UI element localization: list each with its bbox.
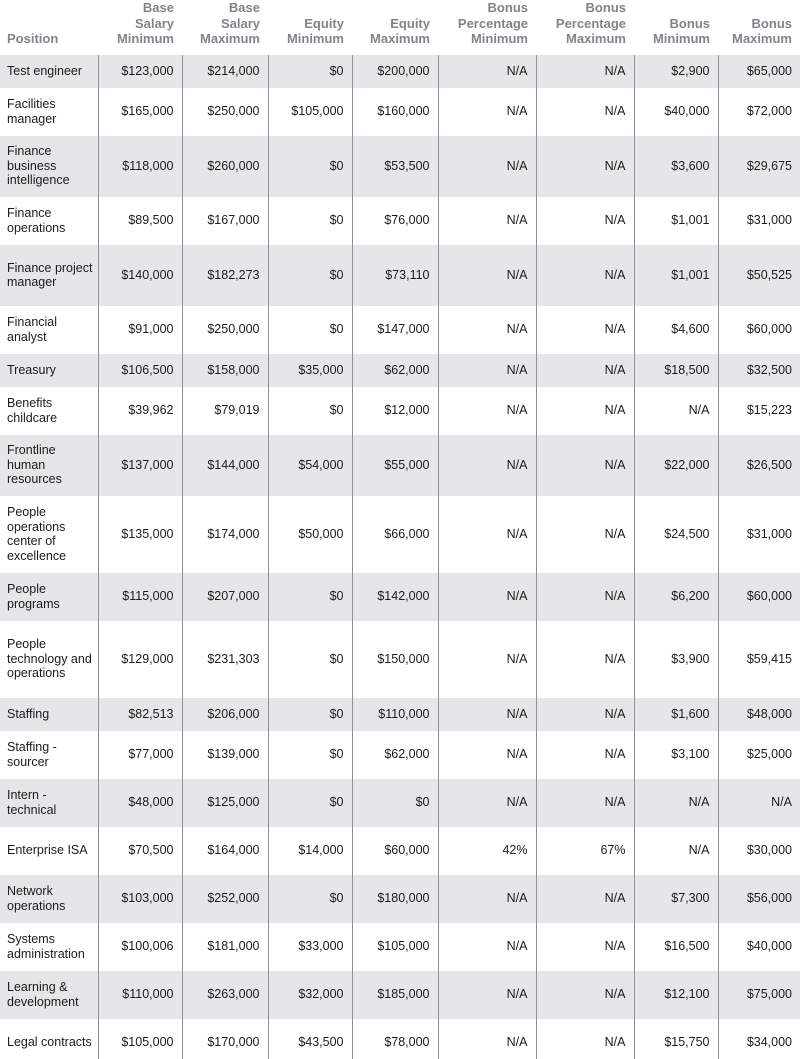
position-cell: Frontline human resources (0, 435, 98, 496)
bonus-maximum-cell: $25,000 (718, 731, 800, 779)
position-cell: Learning & development (0, 971, 98, 1019)
table-row (0, 779, 800, 827)
equity-maximum-cell: $62,000 (352, 354, 438, 387)
base-salary-maximum-cell: $125,000 (182, 779, 268, 827)
bonus-percentage-maximum-cell: N/A (536, 55, 634, 88)
bonus-minimum-cell: N/A (634, 827, 718, 875)
equity-maximum-cell: $62,000 (352, 731, 438, 779)
bonus-percentage-maximum-cell: N/A (536, 923, 634, 971)
equity-minimum-cell: $0 (268, 197, 352, 245)
bonus-maximum-cell: $26,500 (718, 435, 800, 496)
bonus-maximum-cell: $29,675 (718, 136, 800, 197)
table-row (0, 306, 800, 354)
position-cell: Treasury (0, 354, 98, 387)
equity-minimum-cell: $0 (268, 573, 352, 621)
bonus-maximum-cell: $65,000 (718, 55, 800, 88)
base-salary-maximum-cell: $206,000 (182, 698, 268, 731)
bonus-minimum-cell: $3,600 (634, 136, 718, 197)
bonus-minimum-cell: $4,600 (634, 306, 718, 354)
base-salary-minimum-cell: $140,000 (98, 245, 182, 306)
position-cell: Finance business intelligence (0, 136, 98, 197)
equity-maximum-cell: $142,000 (352, 573, 438, 621)
equity-minimum-cell: $54,000 (268, 435, 352, 496)
bonus-percentage-minimum-cell: N/A (438, 306, 536, 354)
table-row (0, 88, 800, 136)
base-salary-maximum-cell: $139,000 (182, 731, 268, 779)
bonus-percentage-maximum-cell: N/A (536, 779, 634, 827)
equity-maximum-cell: $73,110 (352, 245, 438, 306)
column-header-base-salary-minimum: Base Salary Minimum (98, 0, 182, 55)
table-row (0, 496, 800, 573)
position-cell: Network operations (0, 875, 98, 923)
column-header-position: Position (0, 0, 98, 55)
position-cell: Financial analyst (0, 306, 98, 354)
base-salary-minimum-cell: $137,000 (98, 435, 182, 496)
bonus-percentage-minimum-cell: N/A (438, 88, 536, 136)
position-cell: Benefits childcare (0, 387, 98, 435)
position-cell: Facilities manager (0, 88, 98, 136)
bonus-maximum-cell: $15,223 (718, 387, 800, 435)
bonus-percentage-maximum-cell: N/A (536, 387, 634, 435)
table-row (0, 875, 800, 923)
bonus-maximum-cell: $60,000 (718, 306, 800, 354)
base-salary-maximum-cell: $263,000 (182, 971, 268, 1019)
bonus-minimum-cell: $12,100 (634, 971, 718, 1019)
bonus-percentage-maximum-cell: N/A (536, 306, 634, 354)
equity-maximum-cell: $60,000 (352, 827, 438, 875)
bonus-maximum-cell: N/A (718, 779, 800, 827)
column-header-equity-maximum: Equity Maximum (352, 0, 438, 55)
equity-maximum-cell: $160,000 (352, 88, 438, 136)
equity-minimum-cell: $43,500 (268, 1019, 352, 1059)
base-salary-maximum-cell: $231,303 (182, 621, 268, 698)
table-row (0, 621, 800, 698)
table-row (0, 197, 800, 245)
equity-minimum-cell: $14,000 (268, 827, 352, 875)
equity-minimum-cell: $0 (268, 306, 352, 354)
base-salary-minimum-cell: $48,000 (98, 779, 182, 827)
base-salary-maximum-cell: $250,000 (182, 306, 268, 354)
bonus-percentage-minimum-cell: N/A (438, 387, 536, 435)
base-salary-maximum-cell: $79,019 (182, 387, 268, 435)
position-cell: People programs (0, 573, 98, 621)
bonus-percentage-maximum-cell: N/A (536, 621, 634, 698)
bonus-percentage-minimum-cell: N/A (438, 923, 536, 971)
base-salary-minimum-cell: $100,006 (98, 923, 182, 971)
bonus-maximum-cell: $50,525 (718, 245, 800, 306)
column-header-bonus-minimum: Bonus Minimum (634, 0, 718, 55)
base-salary-minimum-cell: $39,962 (98, 387, 182, 435)
base-salary-maximum-cell: $214,000 (182, 55, 268, 88)
bonus-maximum-cell: $48,000 (718, 698, 800, 731)
bonus-percentage-maximum-cell: N/A (536, 875, 634, 923)
base-salary-minimum-cell: $129,000 (98, 621, 182, 698)
bonus-percentage-maximum-cell: N/A (536, 88, 634, 136)
bonus-maximum-cell: $56,000 (718, 875, 800, 923)
table-row (0, 387, 800, 435)
table-row (0, 731, 800, 779)
base-salary-maximum-cell: $164,000 (182, 827, 268, 875)
base-salary-minimum-cell: $115,000 (98, 573, 182, 621)
column-header-equity-minimum: Equity Minimum (268, 0, 352, 55)
bonus-percentage-maximum-cell: N/A (536, 136, 634, 197)
base-salary-minimum-cell: $70,500 (98, 827, 182, 875)
equity-maximum-cell: $185,000 (352, 971, 438, 1019)
base-salary-maximum-cell: $182,273 (182, 245, 268, 306)
base-salary-minimum-cell: $89,500 (98, 197, 182, 245)
base-salary-maximum-cell: $250,000 (182, 88, 268, 136)
bonus-maximum-cell: $59,415 (718, 621, 800, 698)
equity-minimum-cell: $0 (268, 731, 352, 779)
position-cell: Enterprise ISA (0, 827, 98, 875)
bonus-percentage-maximum-cell: N/A (536, 971, 634, 1019)
bonus-minimum-cell: $40,000 (634, 88, 718, 136)
bonus-percentage-maximum-cell: N/A (536, 354, 634, 387)
equity-minimum-cell: $0 (268, 621, 352, 698)
bonus-percentage-maximum-cell: N/A (536, 435, 634, 496)
bonus-minimum-cell: $1,001 (634, 197, 718, 245)
bonus-percentage-minimum-cell: N/A (438, 55, 536, 88)
position-cell: Staffing - sourcer (0, 731, 98, 779)
base-salary-maximum-cell: $174,000 (182, 496, 268, 573)
table-row (0, 971, 800, 1019)
position-cell: Test engineer (0, 55, 98, 88)
equity-minimum-cell: $33,000 (268, 923, 352, 971)
base-salary-minimum-cell: $77,000 (98, 731, 182, 779)
base-salary-maximum-cell: $158,000 (182, 354, 268, 387)
bonus-percentage-minimum-cell: N/A (438, 731, 536, 779)
equity-minimum-cell: $0 (268, 875, 352, 923)
equity-maximum-cell: $78,000 (352, 1019, 438, 1059)
bonus-maximum-cell: $32,500 (718, 354, 800, 387)
bonus-percentage-minimum-cell: N/A (438, 197, 536, 245)
base-salary-minimum-cell: $105,000 (98, 1019, 182, 1059)
bonus-minimum-cell: $18,500 (634, 354, 718, 387)
column-header-base-salary-maximum: Base Salary Maximum (182, 0, 268, 55)
equity-minimum-cell: $105,000 (268, 88, 352, 136)
bonus-minimum-cell: $24,500 (634, 496, 718, 573)
bonus-percentage-minimum-cell: N/A (438, 875, 536, 923)
table-row (0, 435, 800, 496)
bonus-minimum-cell: N/A (634, 387, 718, 435)
equity-minimum-cell: $32,000 (268, 971, 352, 1019)
bonus-minimum-cell: $7,300 (634, 875, 718, 923)
bonus-percentage-minimum-cell: N/A (438, 779, 536, 827)
table-header (0, 0, 800, 55)
column-header-bonus-percentage-maximum: Bonus Percentage Maximum (536, 0, 634, 55)
equity-maximum-cell: $0 (352, 779, 438, 827)
bonus-maximum-cell: $31,000 (718, 496, 800, 573)
table-row (0, 55, 800, 88)
equity-maximum-cell: $150,000 (352, 621, 438, 698)
base-salary-minimum-cell: $91,000 (98, 306, 182, 354)
bonus-minimum-cell: $2,900 (634, 55, 718, 88)
table-row (0, 923, 800, 971)
base-salary-maximum-cell: $170,000 (182, 1019, 268, 1059)
bonus-percentage-minimum-cell: N/A (438, 136, 536, 197)
base-salary-maximum-cell: $181,000 (182, 923, 268, 971)
base-salary-minimum-cell: $110,000 (98, 971, 182, 1019)
bonus-maximum-cell: $72,000 (718, 88, 800, 136)
bonus-percentage-maximum-cell: N/A (536, 573, 634, 621)
bonus-maximum-cell: $40,000 (718, 923, 800, 971)
bonus-percentage-maximum-cell: N/A (536, 496, 634, 573)
bonus-maximum-cell: $30,000 (718, 827, 800, 875)
equity-minimum-cell: $0 (268, 55, 352, 88)
equity-maximum-cell: $53,500 (352, 136, 438, 197)
column-header-bonus-percentage-minimum: Bonus Percentage Minimum (438, 0, 536, 55)
column-header-bonus-maximum: Bonus Maximum (718, 0, 800, 55)
table-row (0, 573, 800, 621)
equity-minimum-cell: $35,000 (268, 354, 352, 387)
base-salary-maximum-cell: $144,000 (182, 435, 268, 496)
bonus-maximum-cell: $31,000 (718, 197, 800, 245)
base-salary-minimum-cell: $82,513 (98, 698, 182, 731)
bonus-percentage-maximum-cell: N/A (536, 731, 634, 779)
base-salary-minimum-cell: $123,000 (98, 55, 182, 88)
base-salary-minimum-cell: $118,000 (98, 136, 182, 197)
position-cell: Finance operations (0, 197, 98, 245)
base-salary-minimum-cell: $106,500 (98, 354, 182, 387)
bonus-minimum-cell: $1,600 (634, 698, 718, 731)
bonus-minimum-cell: $3,900 (634, 621, 718, 698)
table-row (0, 136, 800, 197)
base-salary-maximum-cell: $167,000 (182, 197, 268, 245)
equity-maximum-cell: $180,000 (352, 875, 438, 923)
position-cell: People operations center of excellence (0, 496, 98, 573)
table-row (0, 245, 800, 306)
bonus-percentage-maximum-cell: N/A (536, 245, 634, 306)
bonus-maximum-cell: $34,000 (718, 1019, 800, 1059)
position-cell: Staffing (0, 698, 98, 731)
equity-maximum-cell: $200,000 (352, 55, 438, 88)
equity-minimum-cell: $0 (268, 136, 352, 197)
position-cell: Finance project manager (0, 245, 98, 306)
equity-maximum-cell: $110,000 (352, 698, 438, 731)
bonus-minimum-cell: $6,200 (634, 573, 718, 621)
base-salary-minimum-cell: $103,000 (98, 875, 182, 923)
table-body (0, 55, 800, 1059)
bonus-percentage-minimum-cell: N/A (438, 573, 536, 621)
equity-maximum-cell: $105,000 (352, 923, 438, 971)
equity-minimum-cell: $0 (268, 698, 352, 731)
bonus-percentage-minimum-cell: N/A (438, 971, 536, 1019)
bonus-percentage-minimum-cell: 42% (438, 827, 536, 875)
equity-minimum-cell: $0 (268, 779, 352, 827)
bonus-minimum-cell: $3,100 (634, 731, 718, 779)
equity-maximum-cell: $12,000 (352, 387, 438, 435)
base-salary-minimum-cell: $135,000 (98, 496, 182, 573)
position-cell: People technology and operations (0, 621, 98, 698)
bonus-percentage-minimum-cell: N/A (438, 496, 536, 573)
bonus-percentage-minimum-cell: N/A (438, 245, 536, 306)
equity-maximum-cell: $66,000 (352, 496, 438, 573)
equity-maximum-cell: $55,000 (352, 435, 438, 496)
bonus-percentage-maximum-cell: N/A (536, 1019, 634, 1059)
bonus-maximum-cell: $75,000 (718, 971, 800, 1019)
table-row (0, 698, 800, 731)
bonus-percentage-minimum-cell: N/A (438, 354, 536, 387)
base-salary-maximum-cell: $207,000 (182, 573, 268, 621)
position-cell: Intern - technical (0, 779, 98, 827)
position-cell: Legal contracts (0, 1019, 98, 1059)
table-row (0, 1019, 800, 1059)
bonus-percentage-minimum-cell: N/A (438, 435, 536, 496)
bonus-maximum-cell: $60,000 (718, 573, 800, 621)
table-row (0, 354, 800, 387)
bonus-minimum-cell: $15,750 (634, 1019, 718, 1059)
base-salary-maximum-cell: $252,000 (182, 875, 268, 923)
base-salary-minimum-cell: $165,000 (98, 88, 182, 136)
position-cell: Systems administration (0, 923, 98, 971)
equity-maximum-cell: $76,000 (352, 197, 438, 245)
bonus-minimum-cell: $1,001 (634, 245, 718, 306)
bonus-percentage-minimum-cell: N/A (438, 1019, 536, 1059)
equity-minimum-cell: $0 (268, 387, 352, 435)
bonus-percentage-maximum-cell: 67% (536, 827, 634, 875)
bonus-percentage-minimum-cell: N/A (438, 621, 536, 698)
bonus-percentage-maximum-cell: N/A (536, 698, 634, 731)
equity-minimum-cell: $50,000 (268, 496, 352, 573)
bonus-percentage-minimum-cell: N/A (438, 698, 536, 731)
table-row (0, 827, 800, 875)
bonus-minimum-cell: N/A (634, 779, 718, 827)
equity-minimum-cell: $0 (268, 245, 352, 306)
bonus-minimum-cell: $16,500 (634, 923, 718, 971)
header-row (0, 0, 800, 55)
bonus-minimum-cell: $22,000 (634, 435, 718, 496)
bonus-percentage-maximum-cell: N/A (536, 197, 634, 245)
equity-maximum-cell: $147,000 (352, 306, 438, 354)
base-salary-maximum-cell: $260,000 (182, 136, 268, 197)
